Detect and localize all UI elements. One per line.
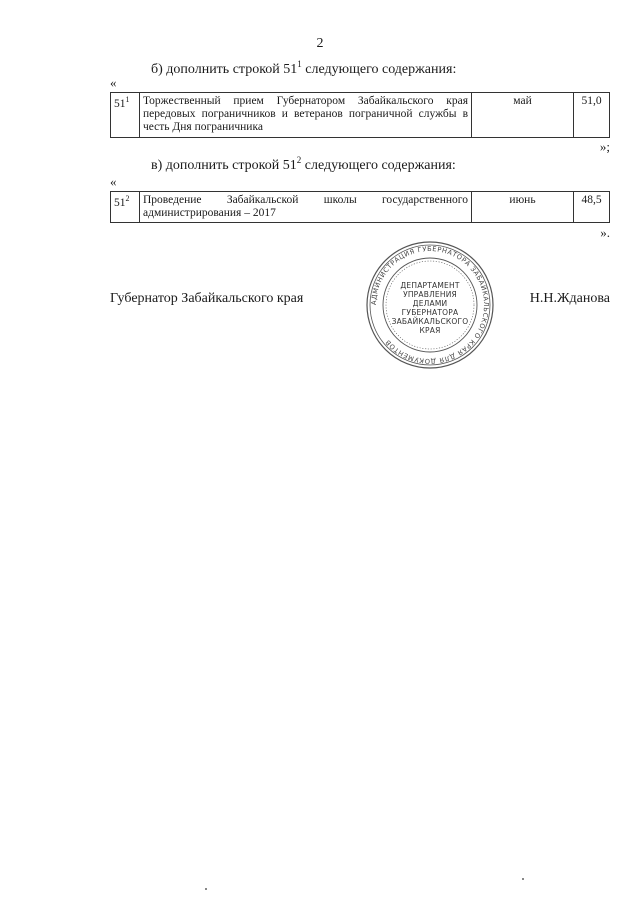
- table-row: [111, 192, 610, 223]
- row-number: 51: [114, 98, 126, 110]
- section-v-table: [110, 191, 610, 223]
- row-month: май: [472, 93, 574, 138]
- section-v-text-sup: 2: [296, 155, 302, 165]
- stamp-text: [365, 240, 495, 370]
- signature-name: Н.Н.Жданова: [529, 291, 610, 306]
- stamp-line: ЗАБАЙКАЛЬСКОГО: [391, 317, 469, 326]
- stamp-line: ГУБЕРНАТОРА: [401, 308, 459, 317]
- stamp-line: ДЕПАРТАМЕНТ: [400, 281, 460, 290]
- row-description: Проведение Забайкальской школы государственного администрирования – 2017: [140, 192, 472, 223]
- section-v-heading: [151, 155, 456, 174]
- stamp-line: ДЕЛАМИ: [412, 299, 448, 308]
- stamp-ring-text: АДМИНИСТРАЦИЯ ГУБЕРНАТОРА ЗАБАЙКАЛЬСКОГО КРАЯ ДЛЯ ДОКУМЕНТОВ: [369, 244, 491, 366]
- page-number: 2: [316, 36, 324, 51]
- section-b-table: [110, 92, 610, 138]
- row-number-cell: [111, 93, 140, 138]
- row-number-cell: [111, 192, 140, 223]
- row-description: Торжественный прием Губернатором Забайкальского края передовых пограничников и ветеранов пограничной службы в честь Дня пограничника: [140, 93, 472, 138]
- section-b-text-prefix: б) дополнить строкой 51: [151, 62, 298, 77]
- stamp-line: УПРАВЛЕНИЯ: [403, 290, 457, 299]
- section-b-text-sup: 1: [297, 59, 302, 69]
- section-b-open-quote: «: [110, 75, 117, 90]
- row-number: 51: [114, 197, 126, 209]
- row-month: июнь: [472, 192, 574, 223]
- section-v-close-quote: ».: [600, 225, 610, 240]
- table-row: [111, 93, 610, 138]
- stamp-line: КРАЯ: [419, 326, 441, 335]
- signature-title: Губернатор Забайкальского края: [110, 291, 304, 306]
- row-number-sup: 2: [125, 194, 130, 203]
- scan-speck: [522, 878, 524, 880]
- section-v-text-prefix: в) дополнить строкой 51: [151, 158, 297, 173]
- section-b-close-quote: »;: [599, 139, 610, 154]
- section-v-text-suffix: следующего содержания:: [301, 158, 456, 173]
- row-number-sup: 1: [125, 95, 130, 104]
- row-amount: 48,5: [574, 192, 610, 223]
- section-b-text-suffix: следующего содержания:: [301, 62, 457, 77]
- row-amount: 51,0: [574, 93, 610, 138]
- official-stamp: [365, 240, 495, 370]
- section-b-heading: [151, 59, 456, 78]
- scan-speck: [205, 888, 207, 890]
- section-v-open-quote: «: [110, 174, 117, 189]
